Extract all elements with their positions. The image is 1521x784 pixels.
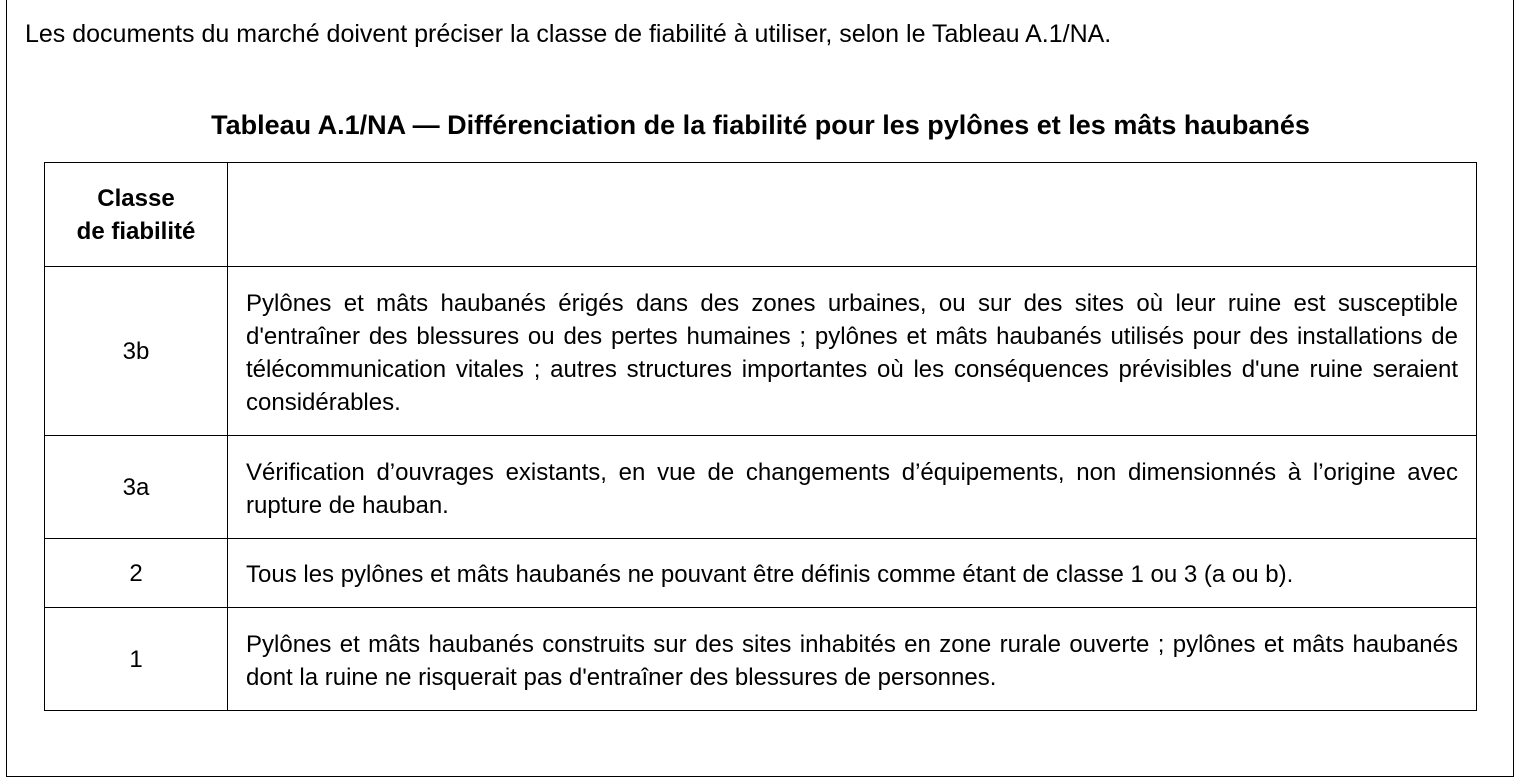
table-title: Tableau A.1/NA — Différenciation de la fiabilité pour les pylônes et les mâts haubanés [211,110,1310,140]
intro-paragraph: Les documents du marché doivent préciser la classe de fiabilité à utiliser, selon le Tableau A.1/NA. [25,20,1112,48]
class-cell: 3b [45,267,228,436]
table-row [45,267,1477,436]
description-text: Vérification d’ouvrages existants, en vue de changements d’équipements, non dimensionnés à l’origine avec rupture de hauban. [246,458,1458,519]
header-class-line2: de fiabilité [76,217,196,245]
header-description-cell [228,163,1477,267]
class-cell: 3a [45,436,228,539]
table-row [45,436,1477,539]
description-text: Pylônes et mâts haubanés érigés dans des zones urbaines, ou sur des sites où leur ruine est susceptible d'entraîner des blessures ou des pertes humaines ; pylônes et mâts haubanés utilisés pour des installations de télécommunication vitales ; autres structures importantes où les conséquences prévisibles d'une ruine seraient considérables. [246,289,1458,416]
reliability-table [44,162,1477,711]
description-text: Pylônes et mâts haubanés construits sur des sites inhabités en zone rurale ouverte ; pylônes et mâts haubanés dont la ruine ne risquerait pas d'entraîner des blessures de personnes. [246,630,1458,691]
description-cell [228,608,1477,711]
description-cell [228,436,1477,539]
header-class-line1: Classe [97,184,175,212]
class-cell: 2 [45,539,228,608]
table-header-row [45,163,1477,267]
header-class-cell [45,163,228,267]
description-cell [228,539,1477,608]
description-cell [228,267,1477,436]
class-cell: 1 [45,608,228,711]
description-text: Tous les pylônes et mâts haubanés ne pouvant être définis comme étant de classe 1 ou 3 (a ou b). [246,561,1294,588]
table-row [45,539,1477,608]
table-row [45,608,1477,711]
